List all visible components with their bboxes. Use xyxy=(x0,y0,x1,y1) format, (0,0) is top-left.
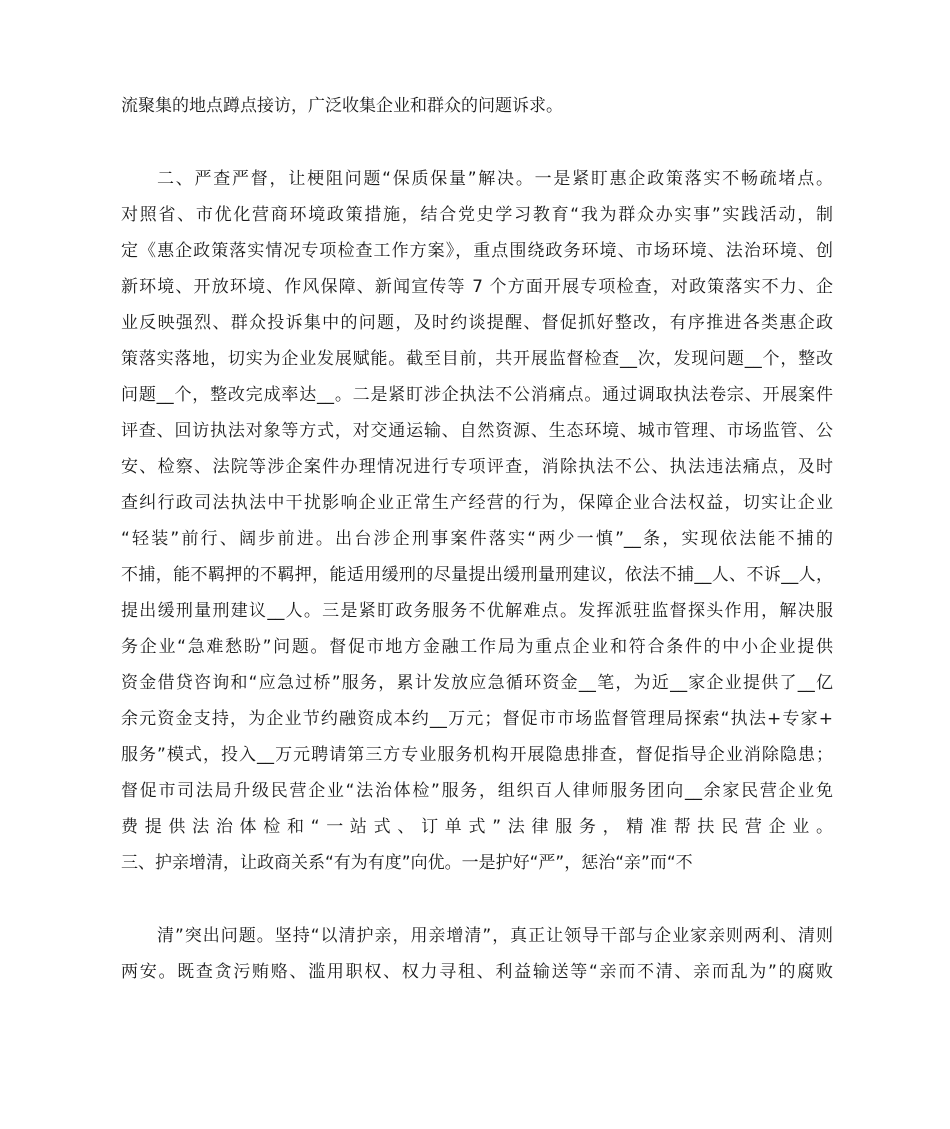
paragraph-2-line-2: 对照省、市优化营商环境政策措施，结合党史学习教育“我为群众办实事”实践活动，制 xyxy=(121,205,833,225)
paragraph-2-line-4: 新环境、开放环境、作风保障、新闻宣传等 7 个方面开展专项检查，对政策落实不力、企 xyxy=(121,277,833,297)
paragraph-3-line-1: 清”突出问题。坚持“以清护亲，用亲增清”，真正让领导干部与企业家亲则两利、清则 xyxy=(157,926,833,946)
paragraph-3-line-3 xyxy=(121,996,833,1020)
paragraph-2-line-19: 费提供法治体检和“一站式、订单式”法律服务，精准帮扶民营企业。 xyxy=(121,817,833,837)
paragraph-2-line-5: 业反映强烈、群众投诉集中的问题，及时约谈提醒、督促抓好整改，有序推进各类惠企政 xyxy=(121,313,833,333)
paragraph-2-line-3: 定《惠企政策落实情况专项检查工作方案》，重点围绕政务环境、市场环境、法治环境、创 xyxy=(121,241,833,261)
paragraph-2-line-12: 不捕，能不羁押的不羁押，能适用缓刑的尽量提出缓刑量刑建议，依法不捕__人、不诉__人， xyxy=(121,565,833,585)
paragraph-2-line-14: 务企业“急难愁盼”问题。督促市地方金融工作局为重点企业和符合条件的中小企业提供 xyxy=(121,637,833,657)
paragraph-2-line-15: 资金借贷咨询和“应急过桥”服务，累计发放应急循环资金__笔，为近__家企业提供了__亿 xyxy=(121,673,833,693)
paragraph-2-line-7: 问题__个，整改完成率达__。二是紧盯涉企执法不公消痛点。通过调取执法卷宗、开展案件 xyxy=(121,385,833,405)
paragraph-2-line-8: 评查、回访执法对象等方式，对交通运输、自然资源、生态环境、城市管理、市场监管、公 xyxy=(121,421,833,441)
paragraph-2-line-17: 服务”模式，投入__万元聘请第三方专业服务机构开展隐患排查，督促指导企业消除隐患； xyxy=(121,745,833,765)
paragraph-2-line-18: 督促市司法局升级民营企业“法治体检”服务，组织百人律师服务团向__余家民营企业免 xyxy=(121,781,833,801)
paragraph-2-line-1: 二、严查严督，让梗阻问题“保质保量”解决。一是紧盯惠企政策落实不畅疏堵点。 xyxy=(157,169,833,189)
paragraph-2-line-11: “轻装”前行、阔步前进。出台涉企刑事案件落实“两少一慎”__条，实现依法能不捕的 xyxy=(121,529,833,549)
paragraph-2-line-6: 策落实落地，切实为企业发展赋能。截至目前，共开展监督检查__次，发现问题__个，整改 xyxy=(121,349,833,369)
paragraph-2-line-13: 提出缓刑量刑建议__人。三是紧盯政务服务不优解难点。发挥派驻监督探头作用，解决服 xyxy=(121,601,833,621)
paragraph-2-line-20: 三、护亲增清，让政商关系“有为有度”向优。一是护好“严”，惩治“亲”而“不 xyxy=(121,853,693,873)
paragraph-2-line-10: 查纠行政司法执法中干扰影响企业正常生产经营的行为，保障企业合法权益，切实让企业 xyxy=(121,493,833,513)
paragraph-2-line-16: 余元资金支持，为企业节约融资成本约__万元；督促市市场监督管理局探索“执法+专家+ xyxy=(121,709,833,729)
paragraph-3-line-2: 两安。既查贪污贿赂、滥用职权、权力寻租、利益输送等“亲而不清、亲而乱为”的腐败 xyxy=(121,962,833,982)
paragraph-1-line-1: 流聚集的地点蹲点接访，广泛收集企业和群众的问题诉求。 xyxy=(121,96,563,116)
paragraph-2-line-9: 安、检察、法院等涉企案件办理情况进行专项评查，消除执法不公、执法违法痛点，及时 xyxy=(121,457,833,477)
